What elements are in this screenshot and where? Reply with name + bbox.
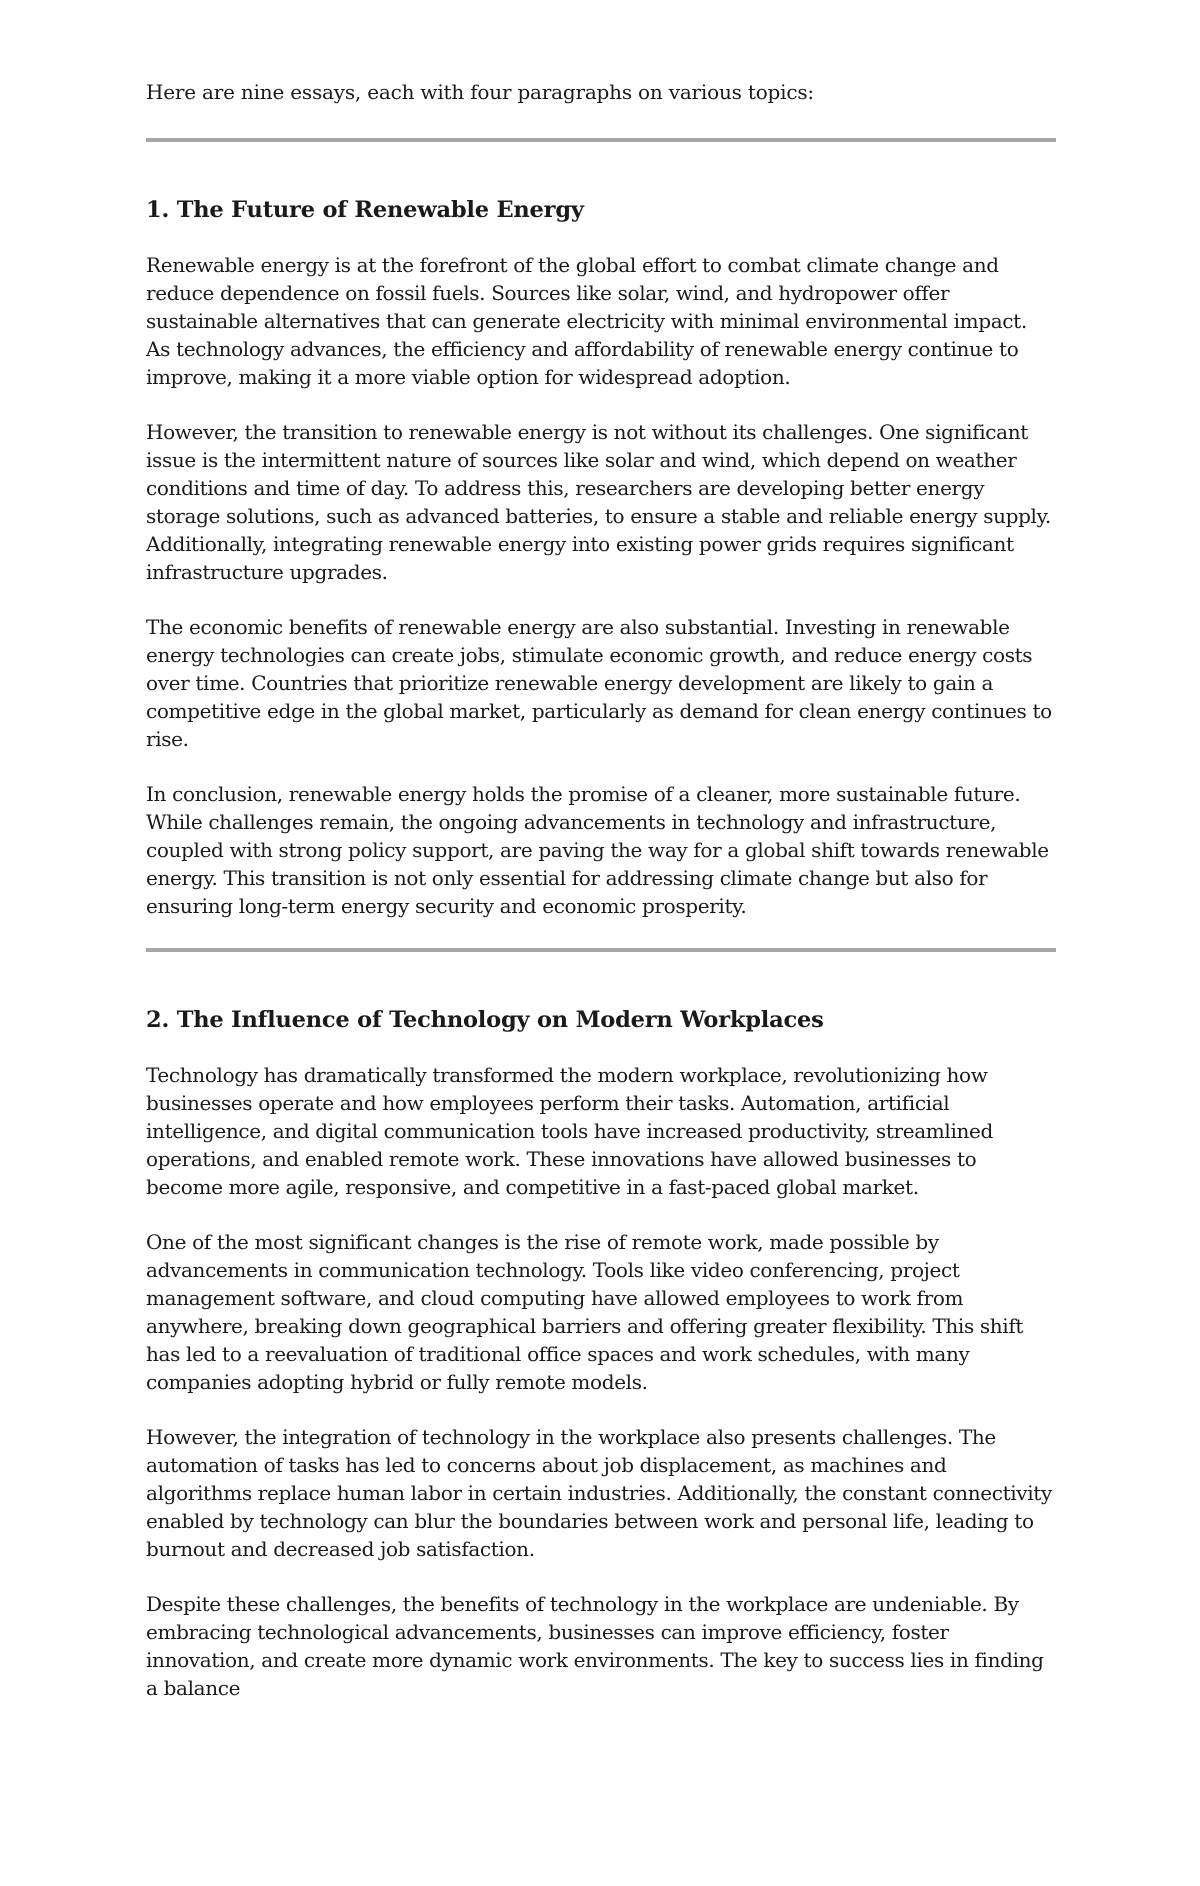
essay-paragraph: One of the most significant changes is the rise of remote work, made possible by advancements in communication technology. Tools like video conferencing, project management software, and cloud computing have allowed employees to work from anywhere, breaking down geographical barriers and offering greater flexibility. This shift has led to a reevaluation of traditional office spaces and work schedules, with many companies adopting hybrid or fully remote models. [146,1230,1024,1394]
essay-title: 1. The Future of Renewable Energy [146,197,584,223]
essay-paragraph: Technology has dramatically transformed the modern workplace, revolutionizing how businesses operate and how employees perform their tasks. Automation, artificial intelligence, and digital communication tools have increased productivity, streamlined operations, and enabled remote work. These innovations have allowed businesses to become more agile, responsive, and competitive in a fast-paced global market. [146,1063,993,1199]
document-page [146,78,1056,1702]
essay-paragraph: The economic benefits of renewable energy are also substantial. Investing in renewable energy technologies can create jobs, stimulate economic growth, and reduce energy costs over time. Countries that prioritize renewable energy development are likely to gain a competitive edge in the global market, particularly as demand for clean energy continues to rise. [146,615,1052,751]
essay-paragraph: Despite these challenges, the benefits of technology in the workplace are undeniable. By embracing technological advancements, businesses can improve efficiency, foster innovation, and create more dynamic work environments. The key to success lies in finding a balance [146,1592,1044,1700]
essay-paragraph: However, the integration of technology in the workplace also presents challenges. The automation of tasks has led to concerns about job displacement, as machines and algorithms replace human labor in certain industries. Additionally, the constant connectivity enabled by technology can blur the boundaries between work and personal life, leading to burnout and decreased job satisfaction. [146,1425,1052,1561]
essay-2 [146,1005,1056,1702]
section-divider [146,948,1056,952]
essay-1 [146,195,1056,920]
intro-text: Here are nine essays, each with four paragraphs on various topics: [146,80,814,104]
essay-paragraph: Renewable energy is at the forefront of the global effort to combat climate change and reduce dependence on fossil fuels. Sources like solar, wind, and hydropower offer sustainable alternatives that can generate electricity with minimal environmental impact. As technology advances, the efficiency and affordability of renewable energy continue to improve, making it a more viable option for widespread adoption. [146,253,1027,389]
essay-title: 2. The Influence of Technology on Modern Workplaces [146,1007,824,1033]
essay-paragraph: However, the transition to renewable energy is not without its challenges. One significant issue is the intermittent nature of sources like solar and wind, which depend on weather conditions and time of day. To address this, researchers are developing better energy storage solutions, such as advanced batteries, to ensure a stable and reliable energy supply. Additionally, integrating renewable energy into existing power grids requires significant infrastructure upgrades. [146,420,1051,584]
essay-paragraph: In conclusion, renewable energy holds the promise of a cleaner, more sustainable future. While challenges remain, the ongoing advancements in technology and infrastructure, coupled with strong policy support, are paving the way for a global shift towards renewable energy. This transition is not only essential for addressing climate change but also for ensuring long-term energy security and economic prosperity. [146,782,1049,918]
section-divider [146,138,1056,142]
